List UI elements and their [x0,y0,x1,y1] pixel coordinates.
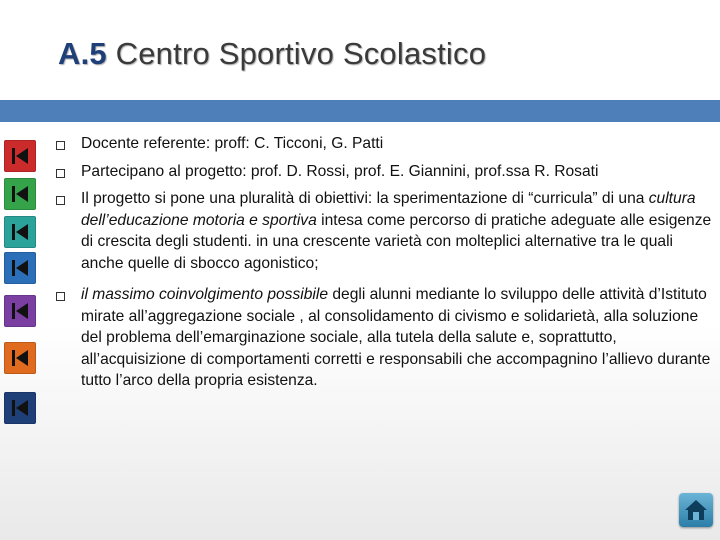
nav-first-button-navy[interactable] [4,392,36,424]
bullet-checkbox-icon [56,141,65,150]
slide-title [58,36,486,72]
bullet-text: Docente referente: proff: C. Ticconi, G. Patti [81,135,384,152]
home-button[interactable] [679,493,713,527]
nav-first-button-purple[interactable] [4,295,36,327]
bullet-checkbox-icon [56,169,65,178]
title-bar [0,100,720,122]
skip-back-icon [4,216,36,248]
skip-back-icon [4,178,36,210]
skip-back-icon [4,140,36,172]
bullet-text-part: degli alunni mediante lo sviluppo delle attività d’Istituto mirate all’aggregazione sociale , al consolidamento di civismo e solidarietà, alla soluzione del problema dell’emarginazione sociale, alla tutela della salute e, soprattutto, all’acquisizione di comportamenti corretti e responsabili che accompagnino l’allievo durante tutto l’arco della propria esistenza. [81,286,711,390]
nav-first-button-orange[interactable] [4,342,36,374]
skip-back-icon [4,252,36,284]
bullet-text [81,284,715,392]
bullet-text-part: intesa come percorso di pratiche adeguate alle esigenze di crescita degli studenti. in una crescente varietà con molteplici alternative tra le quali anche quelle di sbocco agonistico; [81,211,712,272]
skip-back-icon [4,342,36,374]
bullet-text-emphasis: il massimo coinvolgimento possibile [81,286,329,303]
nav-first-button-teal[interactable] [4,216,36,248]
skip-back-icon [4,392,36,424]
nav-first-button-blue[interactable] [4,252,36,284]
bullet-text [81,188,715,274]
slide-number: A.5 [58,36,107,71]
home-icon [684,498,708,522]
skip-back-icon [4,295,36,327]
nav-first-button-green[interactable] [4,178,36,210]
bullet-checkbox-icon [56,196,65,205]
bullet-text-part: Il progetto si pone una pluralità di obiettivi: la sperimentazione di “curricula” di una [81,190,649,207]
bullet-text: Partecipano al progetto: prof. D. Rossi, prof. E. Giannini, prof.ssa R. Rosati [81,163,599,180]
bullet-text-emphasis: cultura dell’educazione motoria e sportiva [81,190,696,229]
slide-title-text: Centro Sportivo Scolastico [106,36,487,71]
nav-first-button-red[interactable] [4,140,36,172]
bullet-checkbox-icon [56,292,65,301]
